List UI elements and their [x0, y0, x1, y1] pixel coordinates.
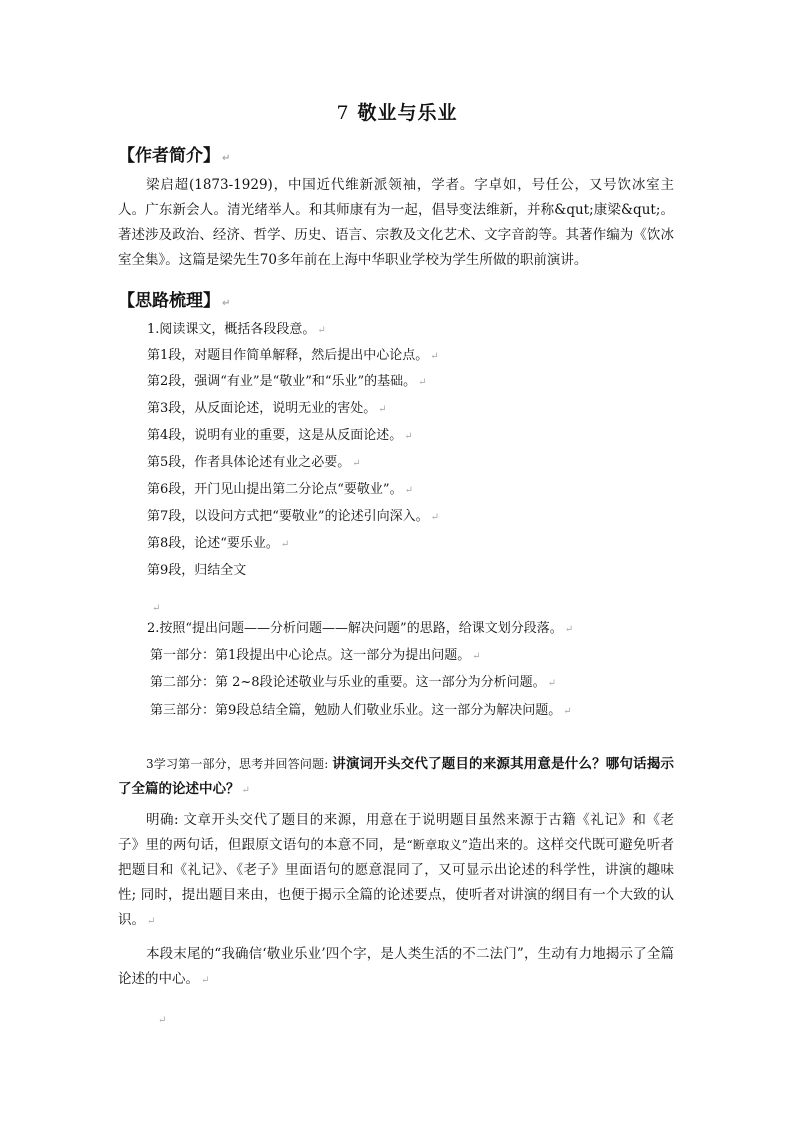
question-3: 3学习第一部分，思考并回答问题: 讲演词开头交代了题目的来源其用意是什么？哪句话揭示了全篇的论述中心？ ↵ [118, 756, 674, 797]
paragraph-summary-3: 第3段，从反面论述，说明无业的害处。 ↵ [147, 401, 387, 416]
paragraph-summary-5: 第5段，作者具体论述有业之必要。 ↵ [147, 455, 361, 470]
closing-paragraph: 本段末尾的“我确信‘敬业乐业’四个字，是人类生活的不二法门”，生动有力地揭示了全篇论述的中心。 ↵ [118, 946, 674, 987]
closing-text: 本段末尾的“我确信‘敬业乐业’四个字，是人类生活的不二法门”，生动有力地揭示了全篇论述的中心。 [118, 946, 674, 987]
answer-paragraph: 明确: 文章开头交代了题目的来源，用意在于说明题目虽然来源于古籍《礼记》和《老子》里的两句话，但跟原文语句的本意不同，是“断章取义”造出来的。这样交代既可避免听者把题目和《礼记》、《老子》里面语句的愿意混同了，又可显示出论述的科学性，讲演的趣味性; 同时，提出题目来由，也便于揭示全篇的论述要点，使听者对讲演的纲目有一个大致的认识。 ↵ [118, 812, 675, 928]
question-3-prefix: 3学习第一部分，思考并回答问题: [146, 757, 333, 771]
part-3: 第三部分：第9段总结全篇，勉励人们敬业乐业。这一部分为解决问题。 ↵ [150, 703, 572, 718]
question-2-text: 2.按照“提出问题——分析问题——解决问题”的思路，给课文划分段落。 [147, 621, 563, 636]
answer-text-a: 明确: 文章开头交代了题目的来源，用意在于说明题目虽然来源于古籍《礼记》和《老子》里的两句话，但跟原文语句的本意不同，是 [118, 812, 674, 853]
question-1: 1.阅读课文，概括各段段意。 ↵ [147, 322, 326, 337]
paragraph-summary-9: 第9段，归结全文 [147, 563, 247, 578]
author-heading-text: 【作者简介】 [118, 146, 220, 166]
paragraph-summary-7: 第7段，以设问方式把“要敬业”的论述引向深入。 ↵ [147, 509, 439, 524]
author-heading: 【作者简介】 ↵ [118, 146, 231, 166]
paragraph-summary-1: 第1段，对题目作简单解释，然后提出中心论点。 ↵ [147, 348, 439, 363]
empty-line-1: ↵ [152, 603, 161, 614]
idea-heading: 【思路梳理】 ↵ [118, 291, 231, 311]
author-paragraph: 梁启超(1873-1929)，中国近代维新派领袖，学者。字卓如，号任公，又号饮冰室主人。广东新会人。清光绪举人。和其师康有为一起，倡导变法维新，并称&qut;康梁&qut;。著述涉及政治、经济、哲学、历史、语言、宗教及文化艺术、文字音韵等。其著作编为《饮冰室全集》。这篇是梁先生70多年前在上海中华职业学校为学生所做的职前演讲。 [118, 177, 674, 268]
answer-quote: “断章取义” [406, 838, 468, 852]
part-1: 第一部分：第1段提出中心论点。这一部分为提出问题。 ↵ [150, 648, 481, 663]
paragraph-summary-6: 第6段，开门见山提出第二分论点“要敬业”。 ↵ [147, 482, 413, 497]
title-number: 7 [336, 102, 350, 124]
paragraph-summary-4: 第4段，说明有业的重要，这是从反面论述。 ↵ [147, 428, 413, 443]
question-3-bold: 讲演词开头交代了题目的来源其用意是什么？哪句话揭示了全篇的论述中心？ [118, 756, 674, 797]
idea-heading-text: 【思路梳理】 [118, 291, 220, 311]
question-1-text: 1.阅读课文，概括各段段意。 [147, 322, 316, 337]
empty-line-2: ↵ [158, 1015, 167, 1026]
title-text: 敬业与乐业 [357, 102, 458, 124]
paragraph-summary-8: 第8段，论述“要乐业。 ↵ [147, 536, 290, 551]
part-2: 第二部分：第 2~8段论述敬业与乐业的重要。这一部分为分析问题。 ↵ [150, 675, 556, 690]
paragraph-summary-2: 第2段，强调“有业”是“敬业”和“乐业”的基础。 ↵ [147, 374, 427, 389]
question-2: 2.按照“提出问题——分析问题——解决问题”的思路，给课文划分段落。 ↵ [147, 621, 574, 636]
answer-text-b: 造出来的。这样交代既可避免听者把题目和《礼记》、《老子》里面语句的愿意混同了，又可显示出论述的科学性，讲演的趣味性; 同时，提出题目来由，也便于揭示全篇的论述要点，使听者对讲演的纲目有一个大致的认识。 [118, 837, 675, 928]
page-title [0, 98, 794, 125]
